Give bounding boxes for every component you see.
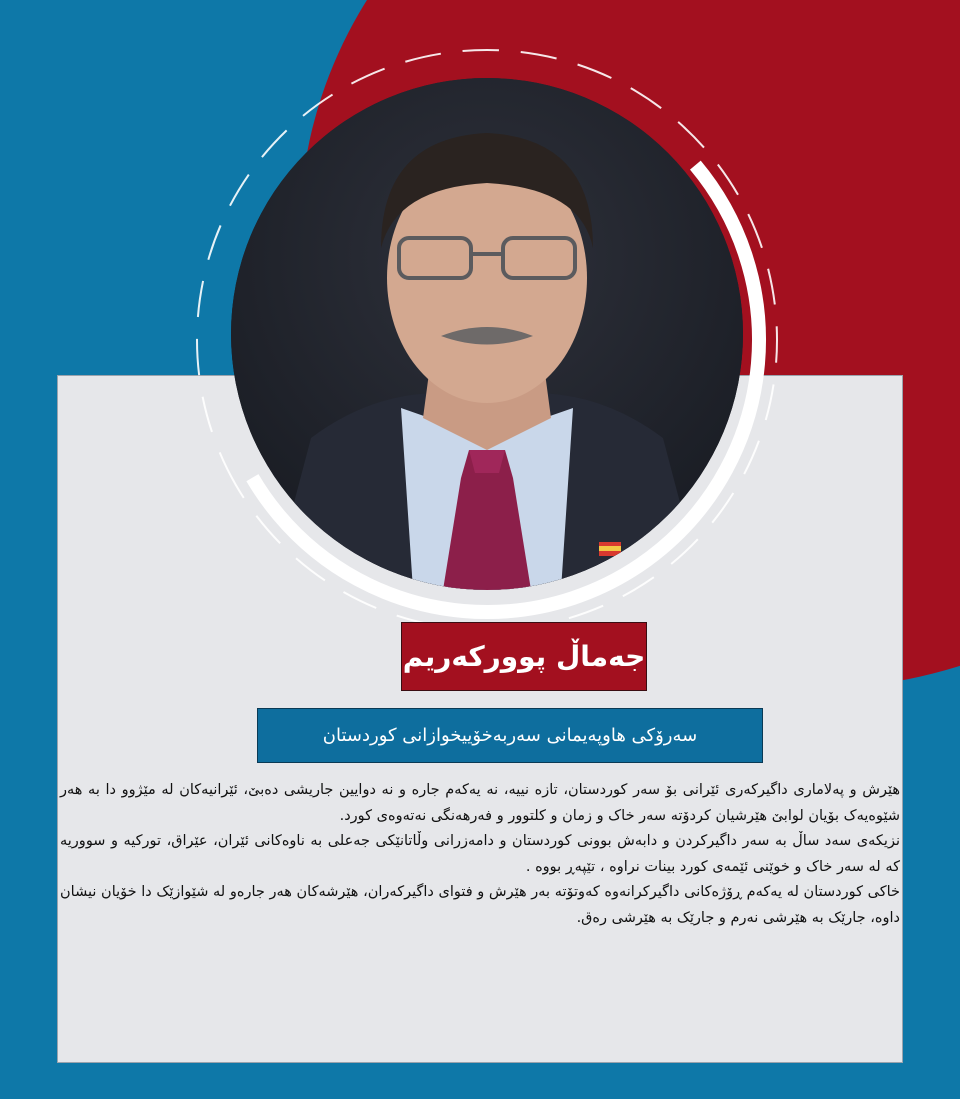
- role-banner: [257, 708, 763, 763]
- portrait-illustration: [231, 78, 743, 590]
- article-paragraph: خاکی کوردستان لە یەکەم ڕۆژەکانی داگیرکرانەوە کەوتۆتە بەر هێرش و فتوای داگیرکەران، هێرشەکان هەر جارەو لە شێوازێک دا خۆیان نیشان داوە، جارێک بە هێرشی نەرم و جارێک بە هێرشی رەق.: [60, 884, 900, 926]
- person-name: جەماڵ پوورکەریم: [402, 640, 646, 673]
- article-paragraph: هێرش و پەلاماری داگیرکەری ئێرانی بۆ سەر کوردستان، تازە نییە، نە یەکەم جارە و نە دوایین جاریشی دەبێ، ئێرانیەکان لە مێژوو دا بە هەر شێوەیەک بۆیان لوابێ هێرشیان کردۆتە سەر خاک و زمان و کلتوور و فەرهەنگی نەتەوەی کورد.: [60, 782, 900, 824]
- person-role: سەرۆکی هاوپەیمانی سەربەخۆییخوازانی کوردستان: [322, 725, 698, 746]
- article-body: [60, 778, 900, 932]
- article-paragraph: نزیکەی سەد ساڵ بە سەر داگیرکردن و دابەش بوونی کوردستان و دامەزرانی وڵاتانێکی جەعلی بە ناوەکانی ئێران، عێراق، تورکیە و سووریە کە لە سەر خاک و خوێنی ئێمەی کورد بینات نراوە ، تێپەڕ بووە .: [60, 833, 900, 875]
- name-banner: [401, 622, 647, 691]
- profile-photo: [231, 78, 743, 590]
